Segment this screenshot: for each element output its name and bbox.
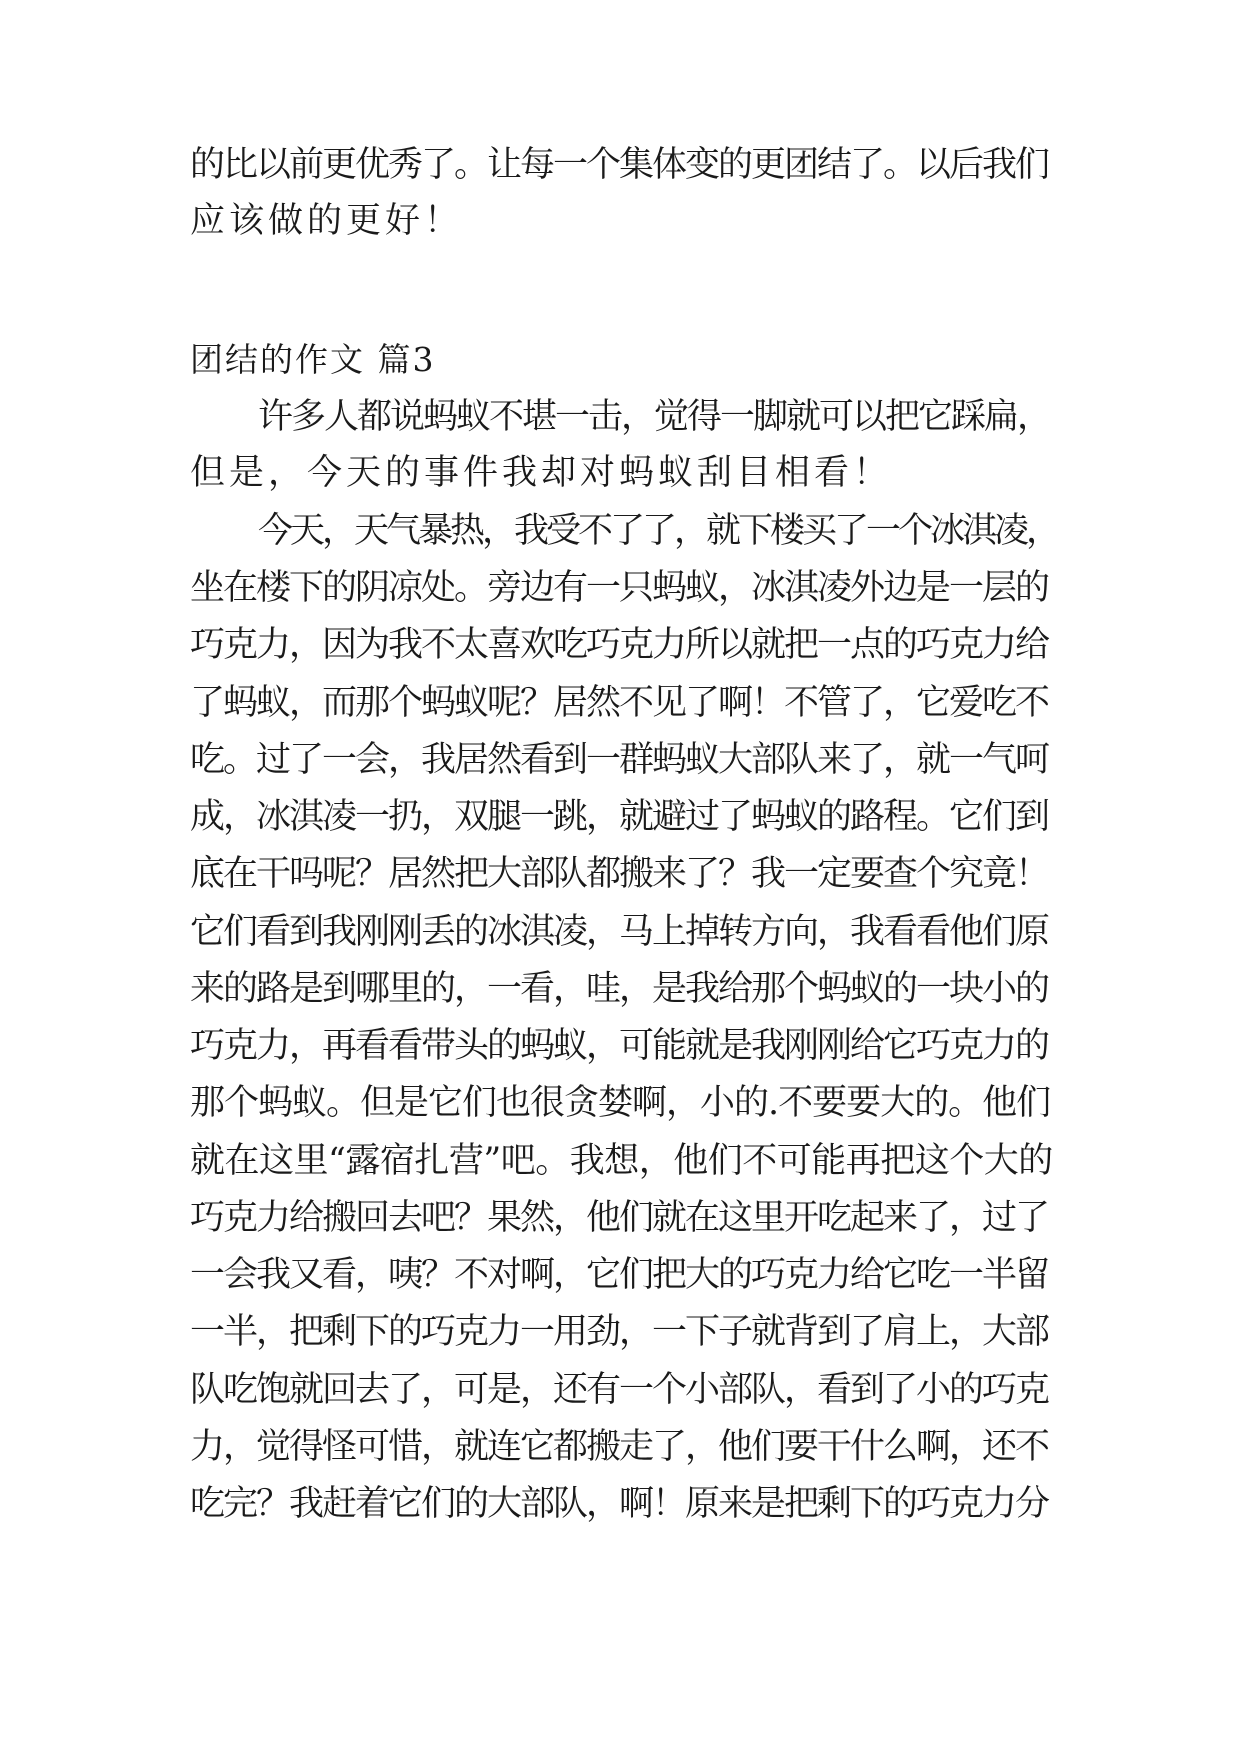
intro-line: 的比以前更优秀了。让每一个集体变的更团结了。以后我们 bbox=[190, 145, 1049, 185]
paragraph-line: 但是，今天的事件我却对蚂蚁刮目相看！ bbox=[190, 453, 893, 493]
paragraph-line: 就在这里“露宿扎营”吧。我想，他们不可能再把这个大的 bbox=[190, 1141, 1053, 1181]
paragraph-line: 吃完？我赶着它们的大部队，啊！原来是把剩下的巧克力分 bbox=[190, 1484, 1049, 1524]
paragraph-line: 坐在楼下的阴凉处。旁边有一只蚂蚁，冰淇凌外边是一层的 bbox=[190, 568, 1049, 608]
paragraph-line: 它们看到我刚刚丢的冰淇凌，马上掉转方向，我看看他们原 bbox=[190, 912, 1049, 952]
paragraph-line: 吃。过了一会，我居然看到一群蚂蚁大部队来了，就一气呵 bbox=[190, 740, 1049, 780]
paragraph-line: 今天，天气暴热，我受不了了，就下楼买了一个冰淇凌， bbox=[258, 511, 1059, 551]
paragraph-line: 了蚂蚁，而那个蚂蚁呢？居然不见了啊！不管了，它爱吃不 bbox=[190, 683, 1049, 723]
paragraph-line: 一会我又看，咦？不对啊，它们把大的巧克力给它吃一半留 bbox=[190, 1255, 1049, 1295]
paragraph-line: 许多人都说蚂蚁不堪一击，觉得一脚就可以把它踩扁， bbox=[258, 397, 1051, 437]
paragraph-line: 一半，把剩下的巧克力一用劲，一下子就背到了肩上，大部 bbox=[190, 1312, 1049, 1352]
paragraph-line: 巧克力给搬回去吧？果然，他们就在这里开吃起来了，过了 bbox=[190, 1198, 1049, 1238]
paragraph-line: 巧克力，因为我不太喜欢吃巧克力所以就把一点的巧克力给 bbox=[190, 625, 1049, 665]
paragraph-line: 巧克力，再看看带头的蚂蚁，可能就是我刚刚给它巧克力的 bbox=[190, 1026, 1049, 1066]
paragraph-line: 力，觉得怪可惜，就连它都搬走了，他们要干什么啊，还不 bbox=[190, 1427, 1049, 1467]
section-heading: 团结的作文 篇3 bbox=[190, 340, 436, 379]
paragraph-line: 底在干吗呢？居然把大部队都搬来了？我一定要查个究竟！ bbox=[190, 854, 1049, 894]
paragraph-line: 来的路是到哪里的，一看，哇，是我给那个蚂蚁的一块小的 bbox=[190, 969, 1049, 1009]
paragraph-line: 那个蚂蚁。但是它们也很贪婪啊，小的.不要要大的。他们 bbox=[190, 1083, 1051, 1123]
intro-line: 应该做的更好！ bbox=[190, 201, 464, 241]
paragraph-line: 成，冰淇凌一扔，双腿一跳，就避过了蚂蚁的路程。它们到 bbox=[190, 797, 1049, 837]
paragraph-line: 队吃饱就回去了，可是，还有一个小部队，看到了小的巧克 bbox=[190, 1370, 1049, 1410]
